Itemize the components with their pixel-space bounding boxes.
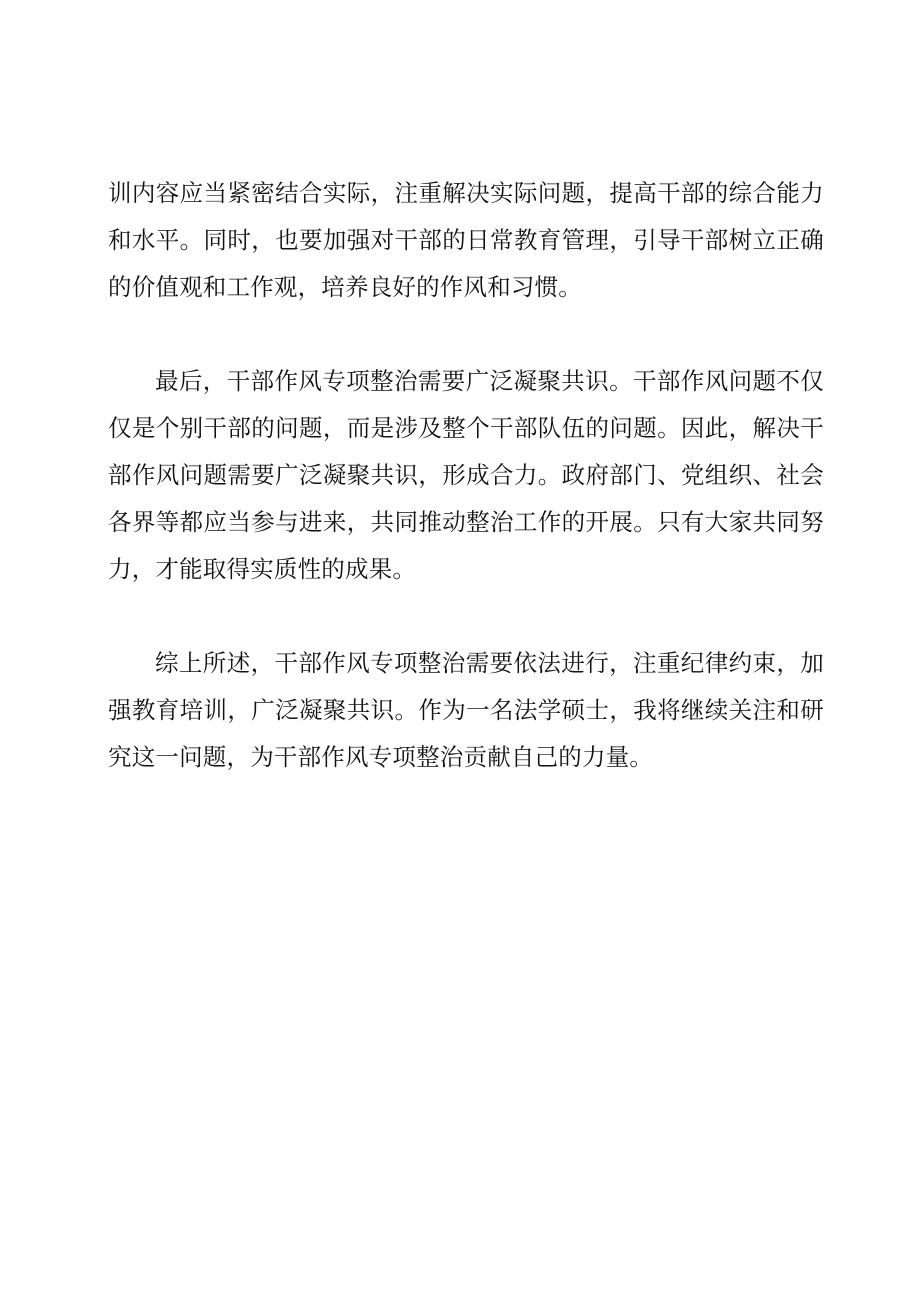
document-body [108, 170, 824, 781]
paragraph-continuation: 训内容应当紧密结合实际，注重解决实际问题，提高干部的综合能力和水平。同时，也要加强对干部的日常教育管理，引导干部树立正确的价值观和工作观，培养良好的作风和习惯。 [108, 179, 824, 301]
paragraph-consensus: 最后，干部作风专项整治需要广泛凝聚共识。干部作风问题不仅仅是个别干部的问题，而是涉及整个干部队伍的问题。因此，解决干部作风问题需要广泛凝聚共识，形成合力。政府部门、党组织、社会各界等都应当参与进来，共同推动整治工作的开展。只有大家共同努力，才能取得实质性的成果。 [108, 367, 824, 583]
paragraph-spacer [108, 593, 824, 640]
paragraph-spacer [108, 311, 824, 358]
paragraph-conclusion: 综上所述，干部作风专项整治需要依法进行，注重纪律约束，加强教育培训，广泛凝聚共识。作为一名法学硕士，我将继续关注和研究这一问题，为干部作风专项整治贡献自己的力量。 [108, 649, 824, 771]
